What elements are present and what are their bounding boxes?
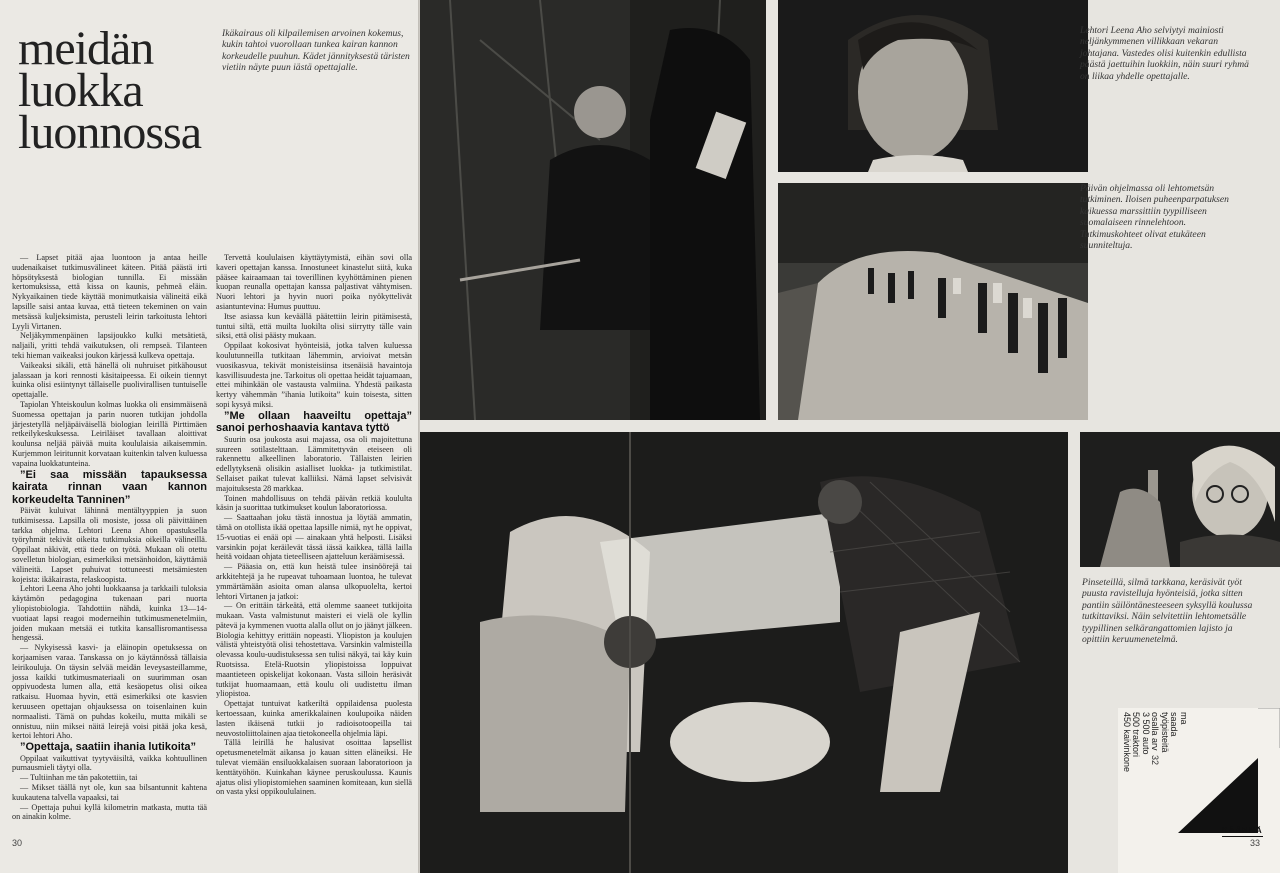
column-2 bbox=[216, 253, 412, 797]
page-number-corner: 32 bbox=[1150, 754, 1161, 766]
paragraph: Toinen mahdollisuus on tehdä päivän retkiä koululta käsin ja suorittaa tutkimukset koulun laboratoriossa. bbox=[216, 493, 412, 513]
photo-caption-boring: Ikäkairaus oli kilpailemisen arvoinen kokemus, kukin tahtoi vuorollaan tunkea kairan kannon korkeudelle puuhun. Kädet jännityksestä täristen vietiin näyte puun iästä opettajalle. bbox=[222, 28, 410, 74]
paragraph: Lehtori Leena Aho johti luokkaansa ja tarkkaili tuloksia käytämön pedagogina tukenaan pari nuorta yliopistobiologia. Tahdottiin nähdä, kuinka 13—14-vuotiaat lapsi reagoi moderneihin tutkimusmenetelmiin, joiden mukaan metsää ei tutkita kansallisromantisessa hengessä. bbox=[12, 584, 207, 643]
paragraph: Päivät kuluivat lähinnä mentältyyppien ja suon tutkimisessa. Lapsilla oli mosiste, jossa oli päivittäinen tarkka ohjelma. Lehtori Leena Ahon opastuksella työryhmät tekivät oikeita tutkimuksia oikeilla välineillä. Oppilaat näkivät, että tiede on työtä. Mukaan oli otettu sovelletun biologian, esimerkiksi metsänhoidon, käyttämiä välineitä. Lapset puhuivat tottuneesti metsämiesten kojeista: ikäkairasta, relaskoopista. bbox=[12, 506, 207, 584]
paragraph: Tällä leirillä he halusivat osoittaa lapsellist opetusmenetelmät aikansa jo kauan sitten eläneiksi. He tulevat viemään ensiluokkalaisen suoraan laboratorioon ja kenttätyöhön. Kuinkahan käynee peruskoulussa. Kaunis ajatus olisi yliopistomiehen saaminen komiteaan, kun siellä on vasta yksi oppikoululainen. bbox=[216, 738, 412, 797]
paragraph: Opettajat tuntuivat katkeriltä oppilaidensa puolesta kertoessaan, kuinka amerikkalainen koulupoika näiden lasten ikäisenä tutkii jo radioisotoopeilla tai neuvostoliittolainen ajaa tietokoneella ohjelmia läpi. bbox=[216, 699, 412, 738]
page-number-right: 33 bbox=[1250, 838, 1261, 848]
paragraph: Oppilaat vaikuttivat tyytyväisiltä, vaikka kohtuullinen purnausmieli täytyi olla. bbox=[12, 753, 207, 773]
paragraph: — Pääasia on, että kun heistä tulee insinöörejä tai arkkitehtejä ja he rupeavat tuhoamaan luontoa, he tulevat ymmärtämään asioita oman alansa ulkopuolelta, kertoi lehtori Virtanen ja jatkoi: bbox=[216, 562, 412, 601]
paragraph: Oppilaat kokosivat hyönteisiä, jotka talven kuluessa koulutunneilla tutkitaan lähemmin, arvioivat metsän vuosikasvua, tekivät monisteisiinsa itsenäisiä havaintoja kasvillisuudesta jne. Tarkoitus oli opettaa heidät tajuamaan, ettei mihinkään ole vastausta valmiina. Yhdestä paikasta kertyy vähemmän ”ihania lutikoita” kuin toisesta, sitten sopi kysyä miksi. bbox=[216, 341, 412, 409]
paragraph: — On erittäin tärkeätä, että olemme saaneet tutkijoita mukaan. Vasta valmistunut maisteri ei vielä ole kyllin pätevä ja kymmenen vuotta alalla ollut on jo jäänyt jälkeen. Biologia kehittyy erittäin nopeasti. Yliopiston ja koulujen välistä yhteistyötä olisi tehostettava. Varsinkin valmisteilla olevassa koulu-uudistuksessa sen tulisi näkyä, tai käy kuin Ruotsissa. Etelä-Ruotsin yliopistoissa loppuivat maantieteen opiskelijat kokonaan. Vasta silloin heräsivät tutkijat huomaamaan, että koulu oli uudistettu ilman yliopistoa. bbox=[216, 601, 412, 699]
column-1 bbox=[12, 253, 207, 822]
paragraph: — Saattaahan joku tästä innostua ja löytää ammatin, tämä on otollista ikää opettaa lapsille nimiä, nyt he oppivat, 15-vuotias ei enää opi — ainakaan yhtä helposti. Lisäksi varsinkin pojat keräilevät tässä iässä kaikkea, tällä lailla heitä voidaan ohjata tieteelliseen ajatteluun keräämisessä. bbox=[216, 513, 412, 562]
paragraph: Itse asiassa kun keväällä päätettiin leirin pitämisestä, tuntui siltä, että muilta luokilta olisi siirrytty tälle vain siksi, että olisi päästy mukaan. bbox=[216, 311, 412, 341]
turn-page-label[interactable]: KÄÄNNÄ bbox=[1222, 826, 1263, 835]
article-headline: meidän luokka luonnossa bbox=[18, 22, 201, 159]
paragraph: Vaikeaksi sikäli, että hänellä oli nuhruiset pitkähousut jalassaan ja kori rennosti käsitaipeessa. Ei oikein tiennyt kuinka olisi esiintynyt tällaiselle puolivirallisen tuntuiselle opettajalle. bbox=[12, 360, 207, 400]
paragraph: Tapiolan Yhteiskoulun kolmas luokka oli ensimmäisenä Suomessa opettajan ja parin nuoren tutkijan johdolla järjestetyllä neljäpäiväisellä biologian leirillä Pirttimäen retkeilykeskuksessa. Leiriläiset tavallaan aloittivat koulunsa neljää päivää muita koululaisia aikaisemmin. Kurjemmon leiritunnit korvataan kuitenkin talven kuluessa vapaina luokkatunteina. bbox=[12, 399, 207, 468]
photo-girl-aerosol bbox=[1080, 432, 1280, 567]
paragraph: Neljäkymmenpäinen lapsijoukko kulki metsätietä, naljaili, yritti tehdä vaikutuksen, oli rempseä. Tilanteen teki hieman vaikeaksi joukon kärjessä kulkeva opettaja. bbox=[12, 331, 207, 360]
folded-corner-text: ma saada työpisteitä osalla arv 3 500 auto 500 traktori 450 kaivinkone bbox=[1122, 712, 1189, 773]
paragraph: — Lapset pitää ajaa luontoon ja antaa heille uudenaikaiset tutkimusvälineet käteen. Pitää päästä irti höpsötyksestä biologian tunnilla. Ei missään kertomuksissa, että kissa on kaunis, pehmeä eläin. Nykyaikainen tiede käyttää monimutkaisia välineitä eikä lapsille saisi antaa kuvaa, että tieteen tekeminen on vain metsässä kuljeksimista, perusteli leirin tarkoitusta lehtori Lyyli Virtanen. bbox=[12, 253, 207, 331]
subheading: ”Me ollaan haaveiltu opettaja” sanoi perhoshaavia kantava tyttö bbox=[216, 409, 412, 435]
paragraph: — Opettaja puhui kyllä kilometrin matkasta, mutta tää on ainakin kolme. bbox=[12, 802, 207, 822]
paragraph: — Tultiinhan me tän pakotettiin, tai bbox=[20, 773, 138, 783]
paragraph: Suurin osa joukosta asui majassa, osa oli majoitettuna suureen sotilastelttaan. Lämmitettyvän eteiseen oli rakennettu alkeellinen laboratorio. Tällaisten leirien edellytyksenä olisikin asialliset luokka- ja tutkimistilat. Sellaiset paikat tulevat kalliiksi. Nämä lapset selvisivät majoituksesta 28 markkaa. bbox=[216, 434, 412, 493]
photo-forest-boring bbox=[420, 0, 766, 420]
paragraph: Tervettä koululaisen käyttäytymistä, eihän sovi olla kaveri opettajan kanssa. Innostuneet kinastelut siitä, kuka pääsee kairaamaan tai toverillinen kyyhöttäminen pienen kuopan reunalla opettajan kanssa paljastivat vähtymisen. Nuori lehtori ja hyvin nuori poika nyökyttelivät asiantuntevina: Humus puuttuu. bbox=[216, 253, 412, 311]
subheading: ”Ei saa missään tapauksessa kairata rinnan vaan kannon korkeudelta Tanninen” bbox=[12, 468, 207, 506]
left-page bbox=[0, 0, 420, 873]
subheading: ”Opettaja, saatiin ihania lutikoita” bbox=[20, 741, 197, 754]
photo-students-ground bbox=[420, 432, 1068, 873]
paragraph: — Mikset täällä nyt ole, kun saa bilsantunnit kahtena kuukautena talvella vapaaksi, tai bbox=[12, 783, 207, 802]
photo-caption-tweezers: Pinseteillä, silmä tarkkana, keräsivät työt puusta ravistelluja hyönteisiä, jotka sitten pantiin säilöntänesteeseen syksyllä koulussa tutkittaviksi. Näin selvitettiin lehtometsälle tyypillinen selkärangattomien lajisto ja opittiin keruumenetelmä. bbox=[1082, 577, 1253, 646]
paragraph: — Nykyisessä kasvi- ja eläinopin opetuksessa on korjaamisen varaa. Tanskassa on jo käytännössä tällaisia leirikouluja. On täysin selvää meidän leveysasteillamme, jossa kaikki tutkimusmateriaali on suurimman osan oppivuodesta lumen alla, että kesäopetus olisi oikea ratkaisu. Huomaa hyvin, että esimerkiksi ote kasvien keruuseen opettajan ohjauksessa on toisenlainen kuin normaalisti. Tämä on puhdas kokeilu, mutta mikäli se onnistuu, niin miksei näitä leirejä voisi pitää joka kesä, kertoi lehtori Aho. bbox=[12, 643, 207, 741]
photo-caption-teacher: Lehtori Leena Aho selviytyi mainiosti neljänkymmenen villikkaan vekaran johtajana. Vastedes olisi kuitenkin edullista päästä jaettuihin luokkiin, näin suuri ryhmä on liikaa yhdelle opettajalle. bbox=[1080, 25, 1249, 82]
photo-caption-road: Päivän ohjelmassa oli lehtometsän tutkiminen. Iloisen puheenparpatuksen kaikuessa marssittiin tyypilliseen suomalaiseen rinnelehtoon. Tutkimuskohteet olivat etukäteen suunniteltuja. bbox=[1080, 183, 1229, 252]
photo-forest-road-group bbox=[778, 183, 1088, 420]
photo-teacher-portrait bbox=[778, 0, 1088, 172]
page-number-left: 30 bbox=[12, 838, 23, 848]
